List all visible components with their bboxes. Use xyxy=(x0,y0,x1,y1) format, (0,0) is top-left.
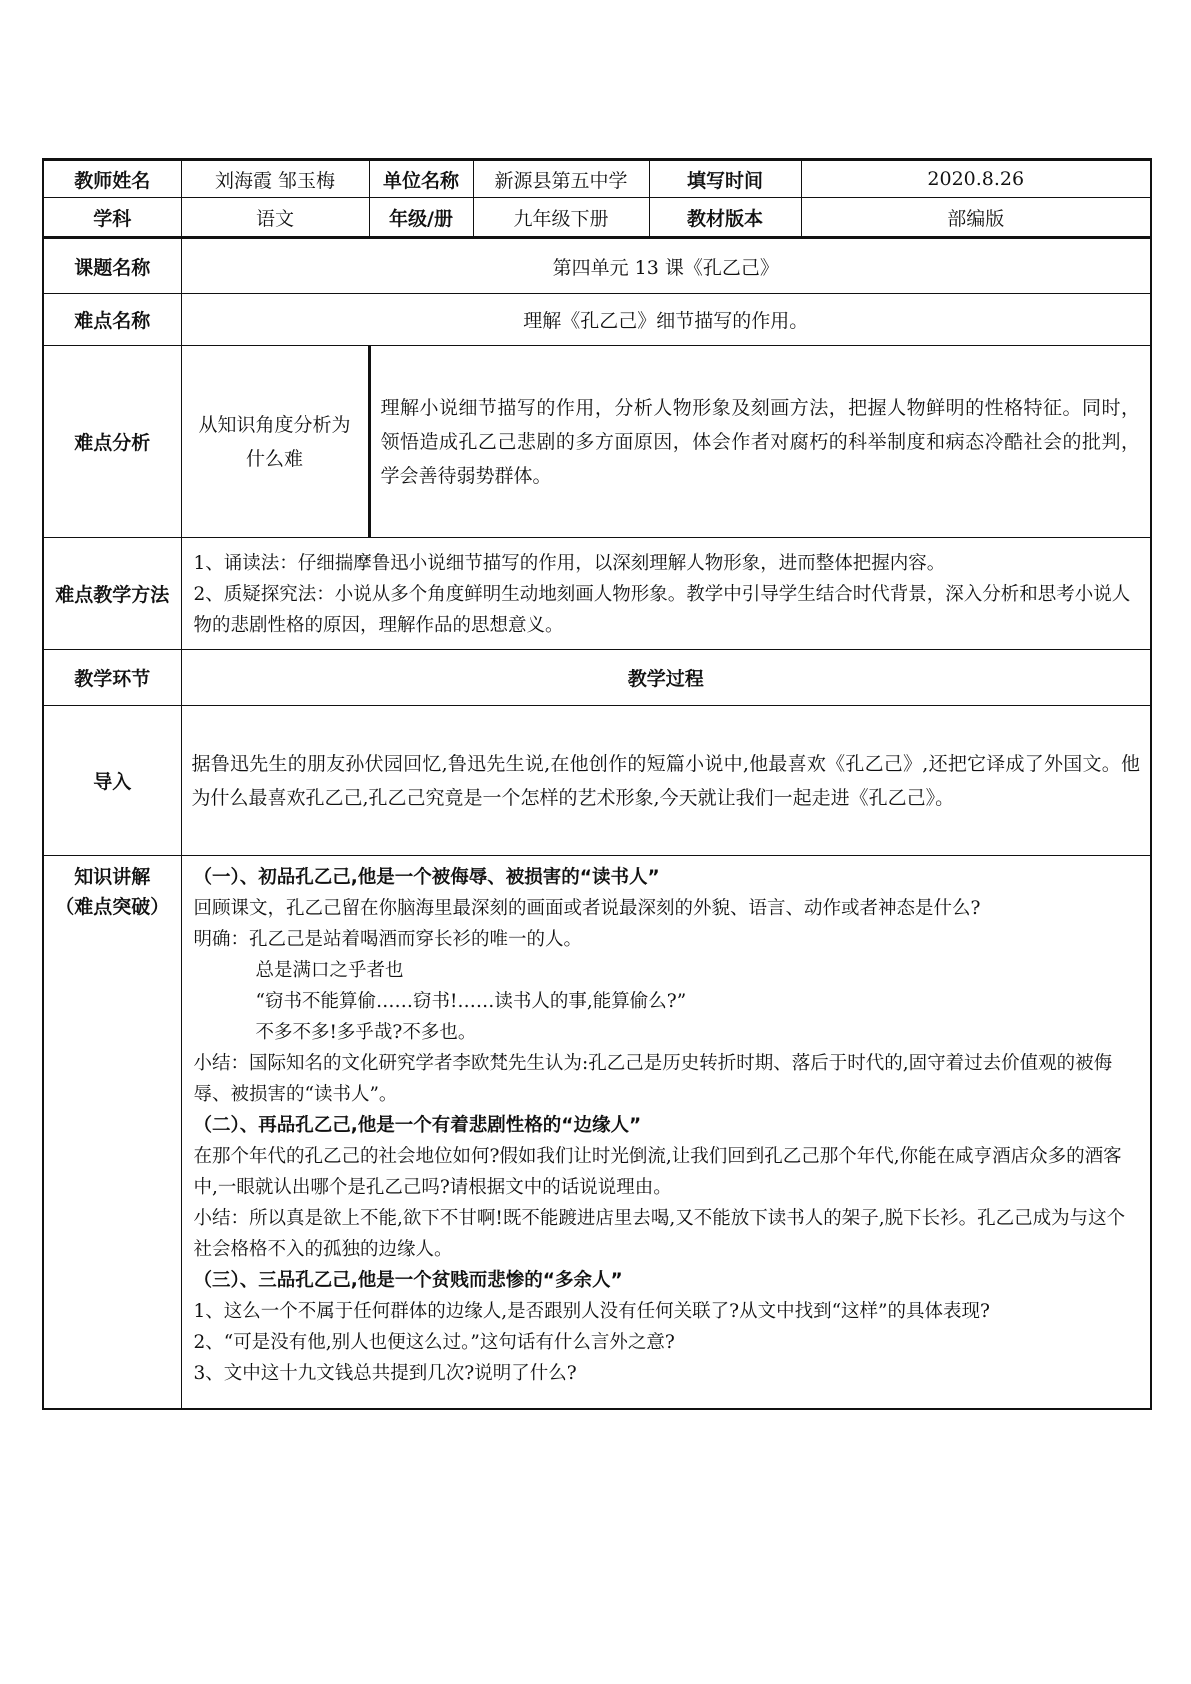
difficulty-label: 难点名称 xyxy=(43,294,181,346)
method-line-1: 1、诵读法：仔细揣摩鲁迅小说细节描写的作用，以深刻理解人物形象，进而整体把握内容。 xyxy=(193,553,946,574)
analysis-text: 理解小说细节描写的作用，分析人物形象及刻画方法，把握人物鲜明的性格特征。同时，领悟造成孔乙己悲剧的多方面原因，体会作者对腐朽的科举制度和病态冷酷社会的批判，学会善待弱势群体。 xyxy=(369,346,1151,538)
knowledge-paragraph-8: 小结：所以真是欲上不能,欲下不甘啊!既不能踱进店里去喝,又不能放下读书人的架子,脱下长衫。孔乙己成为与这个社会格格不入的孤独的边缘人。 xyxy=(193,1208,1126,1260)
knowledge-heading-2: （二）、再品孔乙己,他是一个有着悲剧性格的“边缘人” xyxy=(193,1115,642,1136)
intro-text: 据鲁迅先生的朋友孙伏园回忆,鲁迅先生说,在他创作的短篇小说中,他最喜欢《孔乙己》,还把它译成了外国文。他为什么最喜欢孔乙己,孔乙己究竟是一个怎样的艺术形象,今天就让我们一起走进《孔乙己》。 xyxy=(181,706,1151,856)
lesson-plan-document xyxy=(42,158,1150,1410)
analysis-row xyxy=(43,346,1151,538)
knowledge-paragraph-7: 在那个年代的孔乙己的社会地位如何?假如我们让时光倒流,让我们回到孔乙己那个年代,你能在咸亨酒店众多的酒客中,一眼就认出哪个是孔乙己吗?请根据文中的话说说理由。 xyxy=(193,1146,1122,1198)
section-right-label: 教学过程 xyxy=(181,650,1151,706)
knowledge-paragraph-2: 明确：孔乙己是站着喝酒而穿长衫的唯一的人。 xyxy=(193,929,583,950)
method-row xyxy=(43,538,1151,650)
method-line-2: 2、质疑探究法：小说从多个角度鲜明生动地刻画人物形象。教学中引导学生结合时代背景，深入分析和思考小说人物的悲剧性格的原因，理解作品的思想意义。 xyxy=(193,584,1131,636)
unit-value: 新源县第五中学 xyxy=(473,160,649,198)
knowledge-row xyxy=(43,856,1151,1409)
knowledge-label-line-2: （难点突破） xyxy=(55,896,170,918)
intro-label: 导入 xyxy=(43,706,181,856)
intro-row xyxy=(43,706,1151,856)
teacher-label: 教师姓名 xyxy=(43,160,181,198)
topic-row xyxy=(43,238,1151,294)
subject-label: 学科 xyxy=(43,198,181,238)
knowledge-paragraph-5: 不多不多!多乎哉?不多也。 xyxy=(255,1022,477,1043)
date-label: 填写时间 xyxy=(649,160,801,198)
knowledge-paragraph-9: 1、这么一个不属于任何群体的边缘人,是否跟别人没有任何关联了?从文中找到“这样”的具体表现? xyxy=(193,1301,990,1322)
grade-value: 九年级下册 xyxy=(473,198,649,238)
analysis-label: 难点分析 xyxy=(43,346,181,538)
difficulty-row xyxy=(43,294,1151,346)
section-header-row xyxy=(43,650,1151,706)
knowledge-paragraph-10: 2、“可是没有他,别人也便这么过。”这句话有什么言外之意? xyxy=(193,1332,675,1353)
section-left-label: 教学环节 xyxy=(43,650,181,706)
edition-value: 部编版 xyxy=(801,198,1151,238)
knowledge-heading-1: （一）、初品孔乙己,他是一个被侮辱、被损害的“读书人” xyxy=(193,867,660,888)
knowledge-label-cell xyxy=(43,856,181,1409)
lesson-plan-table xyxy=(42,158,1152,1410)
knowledge-content xyxy=(181,856,1151,1409)
knowledge-heading-3: （三）、三品孔乙己,他是一个贫贱而悲惨的“多余人” xyxy=(193,1270,623,1291)
knowledge-paragraph-3: 总是满口之乎者也 xyxy=(255,960,404,981)
knowledge-paragraph-1: 回顾课文，孔乙己留在你脑海里最深刻的画面或者说最深刻的外貌、语言、动作或者神态是什么? xyxy=(193,898,981,919)
difficulty-value: 理解《孔乙己》细节描写的作用。 xyxy=(181,294,1151,346)
knowledge-paragraph-6: 小结：国际知名的文化研究学者李欧梵先生认为:孔乙己是历史转折时期、落后于时代的,固守着过去价值观的被侮辱、被损害的“读书人”。 xyxy=(193,1053,1113,1105)
knowledge-paragraph-11: 3、文中这十九文钱总共提到几次?说明了什么? xyxy=(193,1363,577,1384)
analysis-sub-label: 从知识角度分析为什么难 xyxy=(181,346,369,538)
topic-label: 课题名称 xyxy=(43,238,181,294)
subject-value: 语文 xyxy=(181,198,369,238)
date-value: 2020.8.26 xyxy=(801,160,1151,198)
knowledge-paragraph-4: “窃书不能算偷……窃书!……读书人的事,能算偷么?” xyxy=(255,991,687,1012)
knowledge-label-line-1: 知识讲解 xyxy=(74,866,151,888)
topic-value: 第四单元 13 课《孔乙己》 xyxy=(181,238,1151,294)
method-label: 难点教学方法 xyxy=(43,538,181,650)
header-row-2 xyxy=(43,198,1151,238)
header-row-1 xyxy=(43,160,1151,198)
teacher-value: 刘海霞 邹玉梅 xyxy=(181,160,369,198)
edition-label: 教材版本 xyxy=(649,198,801,238)
grade-label: 年级/册 xyxy=(369,198,473,238)
method-content xyxy=(181,538,1151,650)
unit-label: 单位名称 xyxy=(369,160,473,198)
